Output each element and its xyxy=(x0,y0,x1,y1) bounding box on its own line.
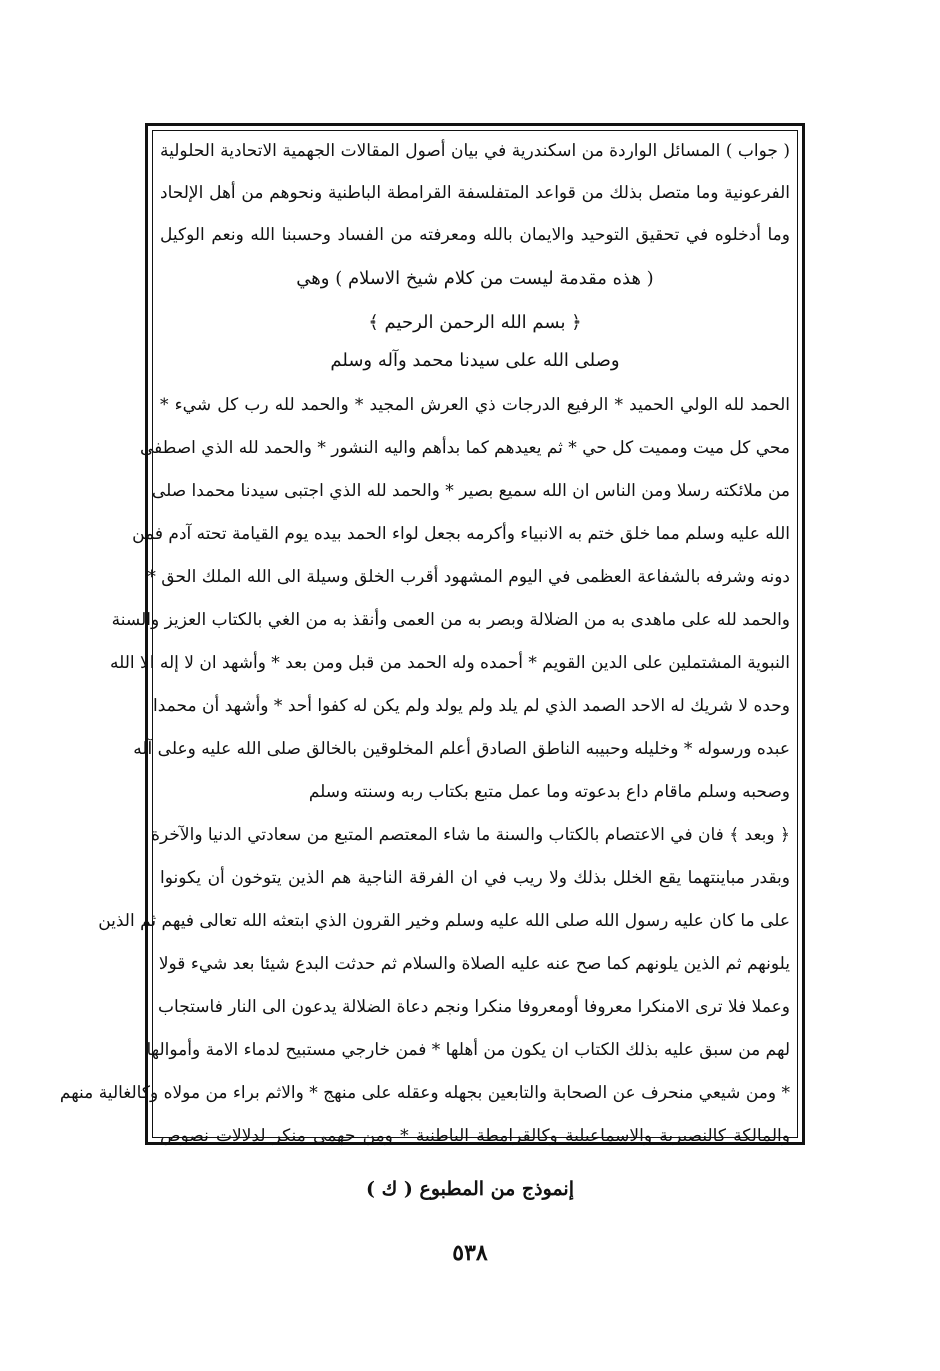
figure-caption: إنموذج من المطبوع ( ك ) xyxy=(366,1178,574,1200)
body-line: لهم من سبق عليه بذلك الكتاب ان يكون من أهلها * فمن خارجي مستبيح لدماء الامة وأموالها xyxy=(146,1040,790,1060)
basmala: ﴿ بسم الله الرحمن الرحيم ﴾ xyxy=(368,312,582,333)
body-line: محي كل ميت ومميت كل حي * ثم يعيدهم كما بدأهم واليه النشور * والحمد لله الذي اصطفى xyxy=(139,438,790,458)
body-line: وعملا فلا ترى الامنكرا معروفا أومعروفا منكرا ونجم دعاة الضلالة يدعون الى النار فاستجاب xyxy=(158,997,790,1017)
body-line: والحمد لله على ماهدى به من الضلالة وبصر به من العمى وأنقذ به من الغي بالكتاب العزيز والسنة xyxy=(111,610,790,630)
intro-note: ( هذه مقدمة ليست من كلام شيخ الاسلام ) وهي xyxy=(296,268,654,289)
body-line: دونه وشرفه بالشفاعة العظمى في اليوم المشهود أقرب الخلق وسيلة الى الله الملك الحق * xyxy=(147,567,790,587)
body-line: ﴿ وبعد ﴾ فان في الاعتصام بالكتاب والسنة ما شاء المعتصم المتبع من سعادتي الدنيا والآخرة xyxy=(151,825,790,845)
body-line: من ملائكته رسلا ومن الناس ان الله سميع بصير * والحمد لله الذي اجتبى سيدنا محمدا صلى xyxy=(151,481,790,501)
header-line: الفرعونية وما متصل بذلك من قواعد المتفلسفة القرامطة الباطنية ونحوهم من أهل الإلحاد xyxy=(160,183,790,203)
body-line: وبقدر مباينتهما يقع الخلل بذلك ولا ريب في ان الفرقة الناجية هم الذين يتوخون أن يكونوا xyxy=(160,868,790,888)
body-line: الحمد لله الولي الحميد * الرفيع الدرجات ذي العرش المجيد * والحمد لله رب كل شيء * xyxy=(160,395,790,415)
body-line: يلونهم ثم الذين يلونهم كما صح عنه عليه الصلاة والسلام ثم حدثت البدع شيئا بعد شيء قولا xyxy=(158,954,790,974)
page-number: ٥٣٨ xyxy=(452,1240,488,1266)
body-line: عبده ورسوله * وخليله وحبيبه الناطق الصادق أعلم المخلوقين بالخالق صلى الله عليه وعلى آله xyxy=(133,739,790,759)
body-line: * ومن شيعي منحرف عن الصحابة والتابعين بجهله وعقله على منهج * والاثم براء من مولاه وكالغالية منهم xyxy=(59,1083,790,1103)
header-line: ( جواب ) المسائل الواردة من اسكندرية في بيان أصول المقالات الجهمية الاتحادية الحلولية xyxy=(160,141,790,161)
body-line: على ما كان عليه رسول الله صلى الله عليه وسلم وخير القرون الذي ابتعثه الله تعالى فيهم ثم الذين xyxy=(98,911,790,931)
body-line: والمالكة كالنصيرية والاسماعيلية وكالقرامطة الباطنية * ومن جهمي منكر لدلالات نصوص xyxy=(160,1126,790,1146)
body-line: الله عليه وسلم مما خلق ختم به الانبياء وأكرمه بجعل لواء الحمد بيده يوم القيامة تحته آدم فمن xyxy=(132,524,790,544)
body-line: النبوية المشتملين على الدين القويم * أحمده وله الحمد من قبل ومن بعد * وأشهد ان لا إله الا الله xyxy=(109,653,790,673)
manuscript-text-block xyxy=(59,140,790,1146)
body-line: وصحبه وسلم ماقام داع بدعوته وما عمل متبع بكتاب ربه وسنته وسلم xyxy=(308,782,790,802)
body-line: وحده لا شريك له الاحد الصمد الذي لم يلد ولم يولد ولم يكن له كفوا أحد * وأشهد أن محمدا xyxy=(153,696,790,716)
header-line: وما أدخلوه في تحقيق التوحيد والايمان بالله ومعرفته من الفساد وحسبنا الله ونعم الوكيل xyxy=(160,225,790,245)
salawat-line: وصلى الله على سيدنا محمد وآله وسلم xyxy=(330,350,620,371)
